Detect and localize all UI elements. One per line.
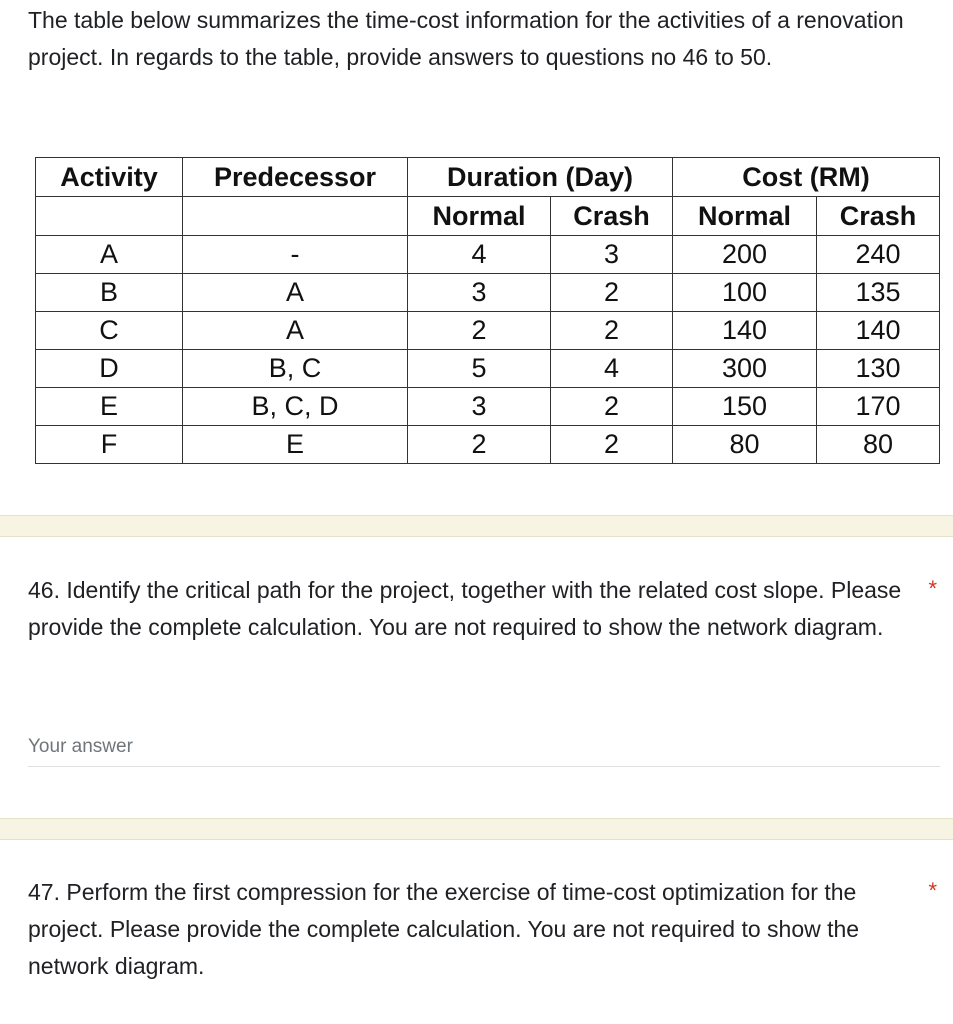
cell-predecessor: E — [183, 426, 408, 464]
header-predecessor: Predecessor — [183, 158, 408, 197]
table-row — [36, 312, 940, 350]
cell-predecessor: B, C — [183, 350, 408, 388]
cell-cost-normal: 80 — [673, 426, 817, 464]
cell-cost-normal: 100 — [673, 274, 817, 312]
header-activity-empty — [36, 197, 183, 236]
cell-activity: E — [36, 388, 183, 426]
answer-field-wrapper — [28, 732, 940, 767]
cell-duration-crash: 2 — [551, 388, 673, 426]
cell-cost-crash: 130 — [817, 350, 940, 388]
cell-predecessor: A — [183, 274, 408, 312]
cell-duration-normal: 4 — [408, 236, 551, 274]
cell-activity: A — [36, 236, 183, 274]
cell-duration-crash: 2 — [551, 312, 673, 350]
header-activity: Activity — [36, 158, 183, 197]
cell-duration-normal: 2 — [408, 312, 551, 350]
table-row — [36, 274, 940, 312]
header-duration: Duration (Day) — [408, 158, 673, 197]
answer-46-input[interactable] — [28, 732, 940, 762]
subheader-duration-normal: Normal — [408, 197, 551, 236]
time-cost-table — [35, 157, 940, 464]
table-row — [36, 426, 940, 464]
table-row — [36, 236, 940, 274]
cell-cost-crash: 80 — [817, 426, 940, 464]
subheader-cost-normal: Normal — [673, 197, 817, 236]
table-subheader-row — [36, 197, 940, 236]
subheader-cost-crash: Crash — [817, 197, 940, 236]
cell-predecessor: A — [183, 312, 408, 350]
cell-duration-crash: 3 — [551, 236, 673, 274]
cell-cost-normal: 140 — [673, 312, 817, 350]
cell-cost-normal: 200 — [673, 236, 817, 274]
cell-cost-normal: 300 — [673, 350, 817, 388]
cell-duration-crash: 2 — [551, 274, 673, 312]
table-row — [36, 350, 940, 388]
cell-duration-crash: 2 — [551, 426, 673, 464]
cell-duration-normal: 3 — [408, 388, 551, 426]
cell-predecessor: - — [183, 236, 408, 274]
question-47-text: 47. Perform the first compression for the exercise of time-cost optimization for the project. Please provide the complete calculation. You are not required to show the network diagram. — [28, 879, 860, 979]
cell-duration-crash: 4 — [551, 350, 673, 388]
section-divider — [0, 818, 953, 840]
cell-cost-crash: 170 — [817, 388, 940, 426]
subheader-duration-crash: Crash — [551, 197, 673, 236]
cell-duration-normal: 2 — [408, 426, 551, 464]
instructions-text: The table below summarizes the time-cost information for the activities of a renovation project. In regards to the table, provide answers to questions no 46 to 50. — [28, 7, 904, 70]
cell-cost-crash: 240 — [817, 236, 940, 274]
cell-cost-crash: 135 — [817, 274, 940, 312]
question-46-text: 46. Identify the critical path for the project, together with the related cost slope. Please provide the complete calculation. You are not required to show the network diagram. — [28, 577, 902, 640]
cell-cost-crash: 140 — [817, 312, 940, 350]
cell-activity: F — [36, 426, 183, 464]
cell-duration-normal: 5 — [408, 350, 551, 388]
table-row — [36, 388, 940, 426]
cell-activity: D — [36, 350, 183, 388]
cell-duration-normal: 3 — [408, 274, 551, 312]
section-divider — [0, 515, 953, 537]
cell-activity: B — [36, 274, 183, 312]
required-asterisk: * — [928, 576, 937, 601]
table-header-row — [36, 158, 940, 197]
cell-activity: C — [36, 312, 183, 350]
required-asterisk: * — [928, 878, 937, 903]
header-predecessor-empty — [183, 197, 408, 236]
header-cost: Cost (RM) — [673, 158, 940, 197]
cell-predecessor: B, C, D — [183, 388, 408, 426]
cell-cost-normal: 150 — [673, 388, 817, 426]
